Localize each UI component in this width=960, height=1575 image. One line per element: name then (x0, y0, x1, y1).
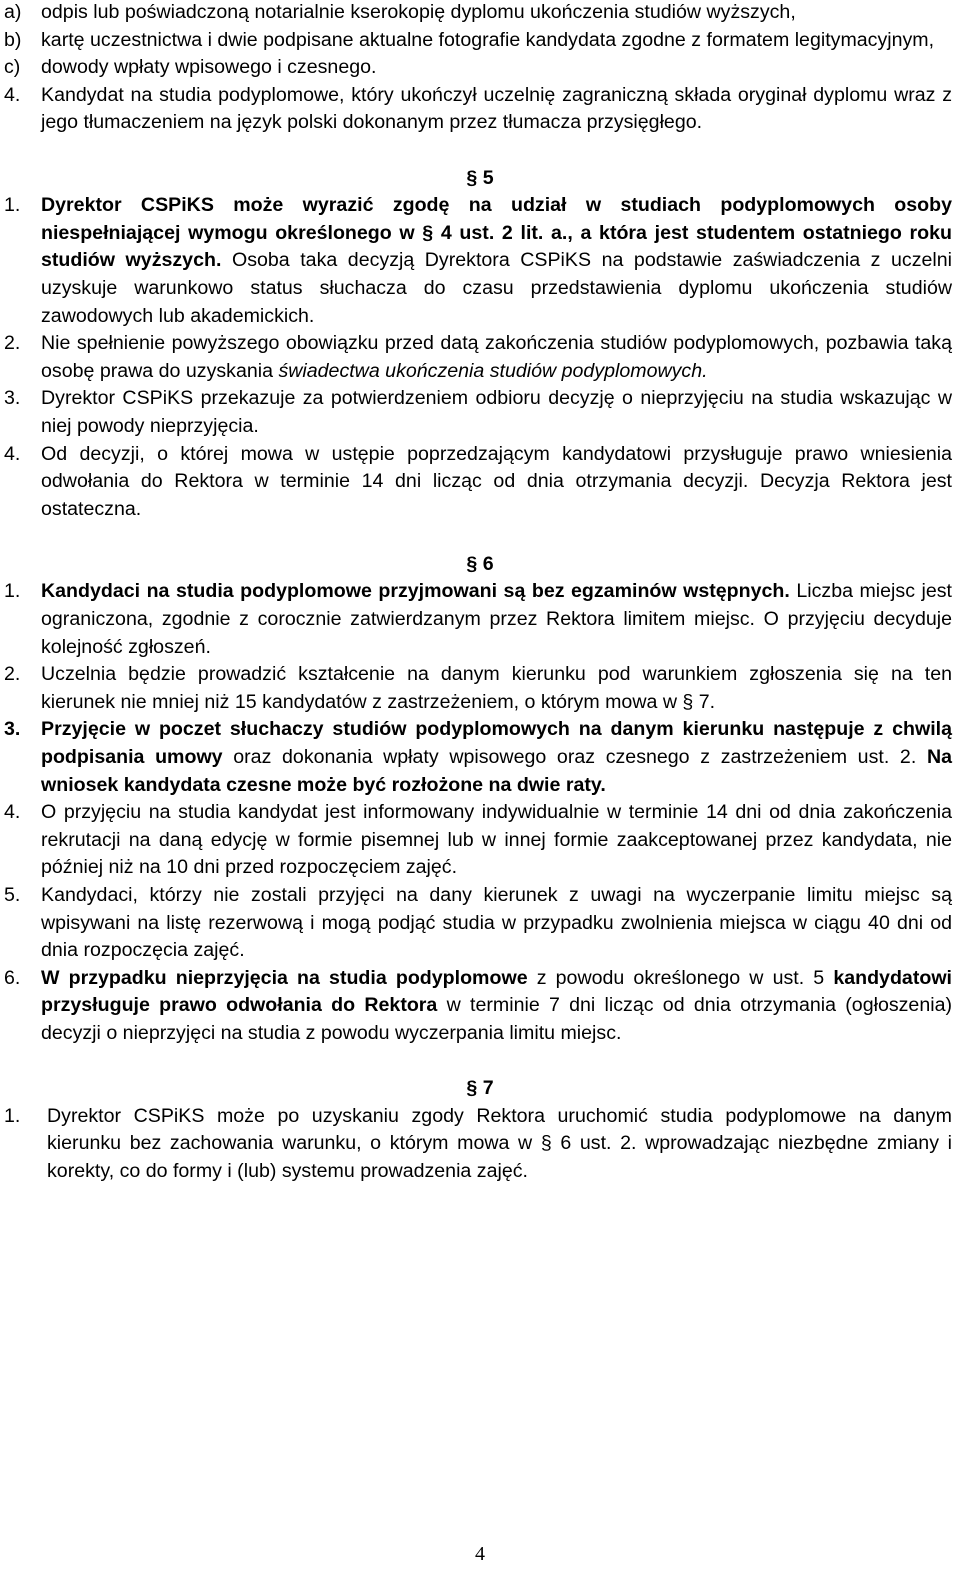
page-number: 4 (475, 1543, 485, 1565)
list-item-b (0, 27, 960, 55)
sec6-item-6 (0, 965, 960, 1048)
item-text: Liczba miejsc jest ograniczona, zgodnie z corocznie zatwierdzanym przez Rektora limitem miejsc. O przyjęciu decyduje kolejność zgłoszeń. (41, 580, 953, 658)
item-text: Uczelnia będzie prowadzić kształcenie na danym kierunku pod warunkiem zgłoszenia się na ten kierunek nie mniej niż 15 kandydatów z zastrzeżeniem, o którym mowa w § 7. (41, 663, 952, 713)
item-text: Od decyzji, o której mowa w ustępie poprzedzającym kandydatowi przysługuje prawo wniesienia odwołania do Rektora w terminie 14 dni licząc od dnia otrzymania decyzji. Decyzja Rektora jest ostateczna. (41, 442, 952, 520)
sec6-item-4 (0, 799, 960, 882)
item-number: c) (4, 56, 21, 79)
item-number: 6. (4, 966, 21, 989)
item-text: Dyrektor CSPiKS przekazuje za potwierdzeniem odbioru decyzję o nieprzyjęciu na studia wskazując w niej powody nieprzyjęcia. (41, 387, 952, 437)
sec5-item-3 (0, 385, 960, 440)
list-item-4 (0, 82, 960, 137)
item-number: 2. (4, 332, 21, 355)
item-text: Kandydat na studia podyplomowe, który ukończył uczelnię zagraniczną składa oryginał dyplomu wraz z jego tłumaczeniem na język polski dokonanym przez tłumacza przysięgłego. (41, 83, 952, 134)
item-text: Kandydaci, którzy nie zostali przyjęci na dany kierunek z uwagi na wyczerpanie limitu miejsc są wpisywani na listę rezerwową i mogą podjąć studia w przypadku zwolnienia miejsca w ciągu 40 dni od dnia rozpoczęcia zajęć. (41, 884, 952, 962)
item-text: z powodu określonego w ust. 5 (527, 966, 834, 989)
item-number: 1. (4, 580, 21, 603)
spacer (0, 523, 960, 551)
item-bold-text: Przyjęcie w poczet słuchaczy studiów podyplomowych na danym kierunku następuje z chwilą podpisania umowy (41, 718, 952, 769)
item-number: 4. (4, 801, 21, 824)
spacer (0, 1048, 960, 1076)
item-number: 4. (4, 442, 21, 465)
item-text: odpis lub poświadczoną notarialnie kserokopię dyplomu ukończenia studiów wyższych, (41, 1, 796, 23)
item-bold-text-2: kandydatowi przysługuje prawo odwołania do Rektora (41, 966, 953, 1017)
item-number: 1. (4, 194, 21, 217)
item-bold-text-2: Na wniosek kandydata czesne może być rozłożone na dwie raty. (41, 746, 952, 796)
item-text: oraz dokonania wpłaty wpisowego oraz czesnego z zastrzeżeniem ust. 2. (222, 746, 917, 769)
item-italic-text: świadectwa ukończenia studiów podyplomowych. (278, 359, 708, 382)
sec5-item-2 (0, 330, 960, 385)
item-text: Dyrektor CSPiKS może po uzyskaniu zgody Rektora uruchomić studia podyplomowe na danym kierunku bez zachowania warunku, o którym mowa w § 6 ust. 2. wprowadzając niezbędne zmiany i korekty, co do formy i (lub) systemu prowadzenia zajęć. (47, 1104, 952, 1182)
list-item-a (0, 0, 960, 27)
section-heading-6: § 6 (466, 552, 494, 575)
item-number: 2. (4, 663, 21, 686)
sec5-item-1 (0, 192, 960, 330)
sec5-item-4 (0, 441, 960, 524)
item-number: b) (4, 28, 22, 51)
list-item-c (0, 54, 960, 82)
item-text: Osoba taka decyzją Dyrektora CSPiKS na podstawie zaświadczenia z uczelni uzyskuje warunkowo status słuchacza do czasu przedstawienia dyplomu ukończenia studiów zawodowych lub akademickich. (41, 249, 952, 327)
item-text: O przyjęciu na studia kandydat jest informowany indywidualnie w terminie 14 dni od dnia zakończenia rekrutacji na daną edycję w formie pisemnej lub w innej formie zaakceptowanej przez kandydata, nie później niż na 10 dni przed rozpoczęciem zajęć. (41, 801, 952, 879)
item-bold-text: Dyrektor CSPiKS może wyrazić zgodę na udział w studiach podyplomowych osoby niespełniającej wymogu określonego w § 4 ust. 2 lit. a., a która jest studentem ostatniego roku studiów wyższych. (41, 194, 952, 272)
spacer (0, 137, 960, 165)
item-number: 5. (4, 884, 21, 906)
item-bold-text: W przypadku nieprzyjęcia na studia podyplomowe (41, 966, 528, 989)
item-text: Nie spełnienie powyższego obowiązku przed datą zakończenia studiów podyplomowych, pozbawia taką osobę prawa do uzyskania (41, 332, 952, 382)
sec6-item-2 (0, 661, 960, 716)
item-bold-text: Kandydaci na studia podyplomowe przyjmowani są bez egzaminów wstępnych. (41, 580, 790, 603)
item-number: 3. (4, 718, 21, 741)
item-number: 4. (4, 83, 21, 106)
item-number: 1. (4, 1104, 21, 1127)
item-text: dowody wpłaty wpisowego i czesnego. (41, 56, 377, 79)
item-text-2: w terminie 7 dni licząc od dnia otrzymania (ogłoszenia) decyzji o nieprzyjęci na studia z powodu wyczerpania limitu miejsc. (41, 994, 952, 1044)
sec6-item-3 (0, 716, 960, 799)
sec7-item-1 (0, 1103, 960, 1186)
sec6-item-1 (0, 578, 960, 661)
section-heading-5: § 5 (466, 166, 494, 189)
item-number: 3. (4, 387, 21, 410)
sec6-item-5 (0, 882, 960, 965)
item-text: kartę uczestnictwa i dwie podpisane aktualne fotografie kandydata zgodne z formatem legitymacyjnym, (41, 28, 935, 51)
section-heading-7: § 7 (466, 1077, 494, 1100)
item-number: a) (4, 1, 22, 23)
